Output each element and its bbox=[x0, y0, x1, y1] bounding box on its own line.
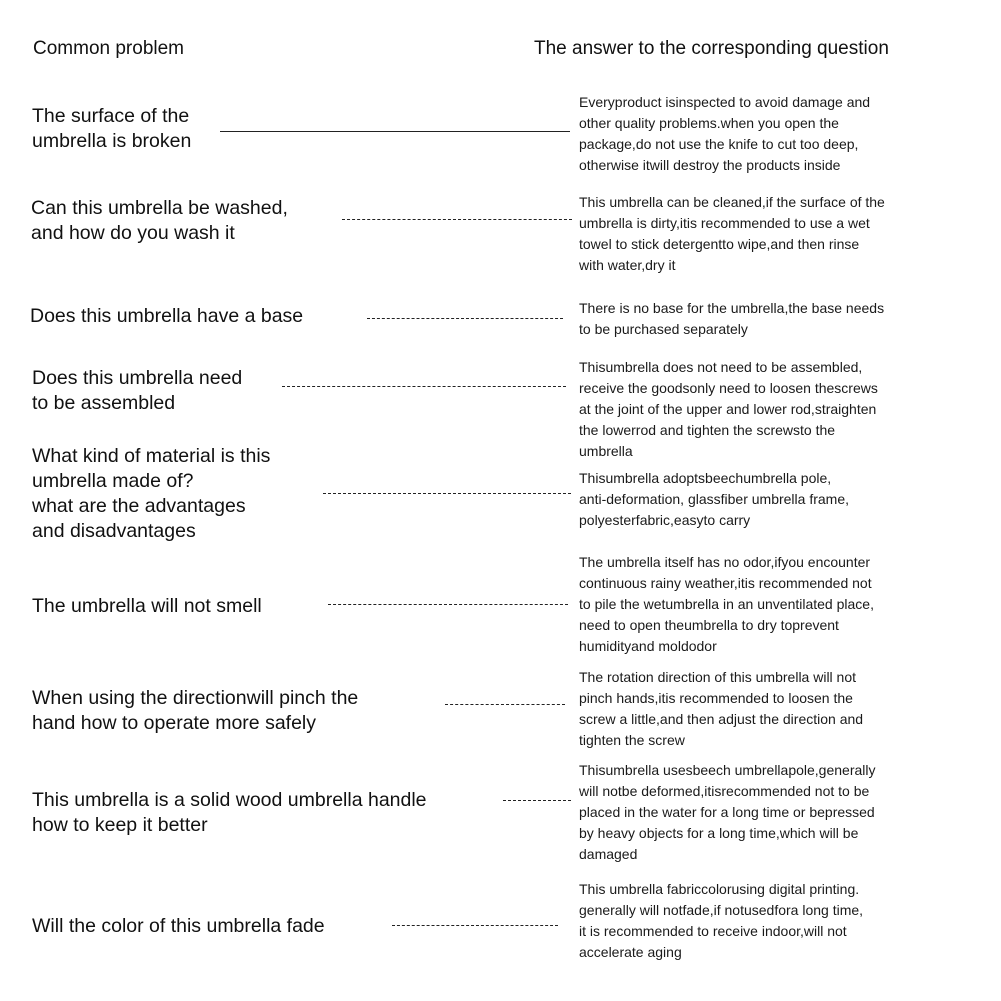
question-material: What kind of material is this umbrella made of? what are the advantages and disadvantages bbox=[32, 445, 271, 542]
question-washing: Can this umbrella be washed, and how do you wash it bbox=[31, 197, 288, 244]
connector-line bbox=[323, 493, 571, 494]
answer-material: Thisumbrella adoptsbeechumbrella pole, anti-deformation, glassfiber umbrella frame, polyesterfabric,easyto carry bbox=[579, 470, 850, 528]
answer-color-fade: This umbrella fabriccolorusing digital printing. generally will notfade,if notusedfora long time, it is recommended to receive indoor,will not accelerate aging bbox=[579, 881, 864, 960]
connector-line bbox=[282, 386, 566, 387]
connector-line bbox=[392, 925, 558, 926]
answer-pinch-hand: The rotation direction of this umbrella will not pinch hands,itis recommended to loosen the screw a little,and then adjust the direction and tighten the screw bbox=[579, 669, 864, 748]
question-assembly: Does this umbrella need to be assembled bbox=[32, 367, 243, 414]
question-base: Does this umbrella have a base bbox=[30, 305, 304, 327]
question-surface-broken: The surface of the umbrella is broken bbox=[32, 105, 192, 152]
connector-line bbox=[445, 704, 565, 705]
question-color-fade: Will the color of this umbrella fade bbox=[32, 915, 325, 937]
answer-washing: This umbrella can be cleaned,if the surface of the umbrella is dirty,itis recommended to use a wet towel to stick detergentto wipe,and then rinse with water,dry it bbox=[579, 194, 885, 273]
answer-base: There is no base for the umbrella,the base needs to be purchased separately bbox=[579, 300, 885, 337]
connector-line bbox=[367, 318, 563, 319]
common-problem-header: Common problem bbox=[33, 38, 184, 59]
connector-line bbox=[503, 800, 571, 801]
answer-header: The answer to the corresponding question bbox=[534, 38, 889, 59]
answer-assembly: Thisumbrella does not need to be assembled, receive the goodsonly need to loosen thescrews at the joint of the upper and lower rod,straighten the lowerrod and tighten the screwsto the umbrella bbox=[579, 359, 878, 459]
question-wood-handle: This umbrella is a solid wood umbrella handle how to keep it better bbox=[32, 789, 427, 836]
connector-line bbox=[328, 604, 568, 605]
question-smell: The umbrella will not smell bbox=[32, 595, 262, 617]
connector-line bbox=[220, 131, 570, 132]
connector-line bbox=[342, 219, 572, 220]
answer-wood-handle: Thisumbrella usesbeech umbrellapole,generally will notbe deformed,itisrecommended not to be placed in the water for a long time or bepressed by heavy objects for a long time,which will be damaged bbox=[579, 762, 876, 862]
answer-smell: The umbrella itself has no odor,ifyou encounter continuous rainy weather,itis recommended not to pile the wetumbrella in an unventilated place, need to open theumbrella to dry toprevent humidityand moldodor bbox=[579, 554, 874, 654]
answer-surface-broken: Everyproduct isinspected to avoid damage and other quality problems.when you open the package,do not use the knife to cut too deep, otherwise itwill destroy the products inside bbox=[579, 94, 871, 173]
question-pinch-hand: When using the directionwill pinch the hand how to operate more safely bbox=[32, 687, 359, 734]
